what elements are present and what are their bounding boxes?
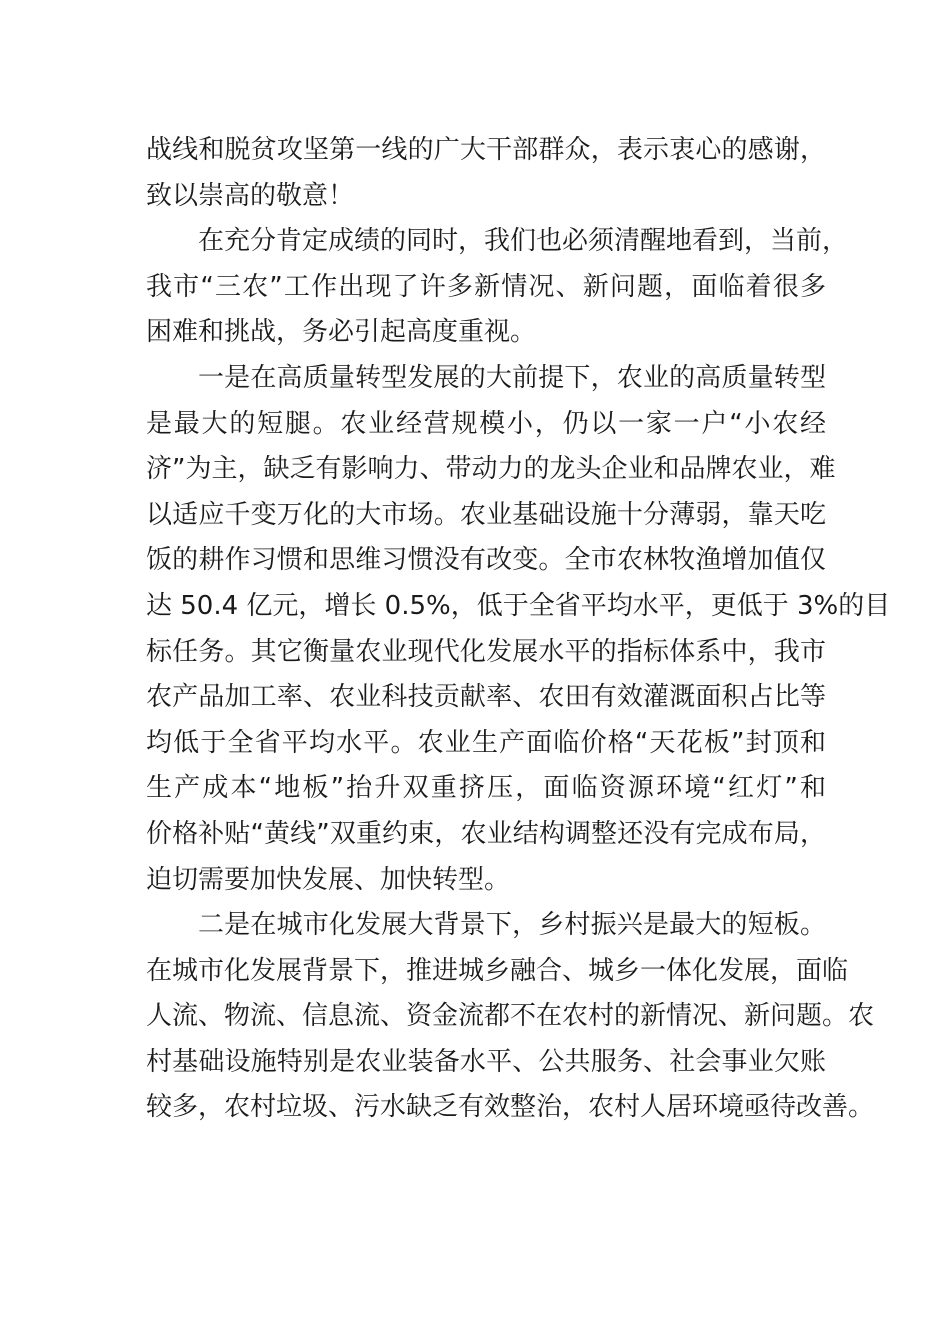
text-line: 达 50.4 亿元，增长 0.5%，低于全省平均水平，更低于 3%的目 [146,590,891,621]
text-line: 战线和脱贫攻坚第一线的广大干部群众，表示衷心的感谢， [146,135,826,165]
text-line: 我市“三农”工作出现了许多新情况、新问题，面临着很多 [146,271,826,302]
text-line: 农产品加工率、农业科技贡献率、农田有效灌溉面积占比等 [146,682,826,713]
paragraph [146,128,826,219]
text-line: 以适应千变万化的大市场。农业基础设施十分薄弱，靠天吃 [146,499,826,530]
text-line: 是最大的短腿。农业经营规模小，仍以一家一户“小农经 [146,408,826,439]
text-line: 价格补贴“黄线”双重约束，农业结构调整还没有完成布局， [146,818,826,849]
text-line: 致以崇高的敬意！ [146,180,355,211]
paragraph [146,903,875,1131]
text-line: 迫切需要加快发展、加快转型。 [146,864,511,895]
text-line: 饭的耕作习惯和思维习惯没有改变。全市农林牧渔增加值仅 [146,545,826,576]
text-line: 济”为主，缺乏有影响力、带动力的龙头企业和品牌农业，难 [146,454,836,485]
text-line: 困难和挑战，务必引起高度重视。 [146,317,537,348]
text-line: 在城市化发展背景下，推进城乡融合、城乡一体化发展，面临 [146,955,849,986]
text-line: 标任务。其它衡量农业现代化发展水平的指标体系中，我市 [146,636,826,667]
text-line: 生产成本“地板”抬升双重挤压，面临资源环境“红灯”和 [146,773,826,804]
text-line: 人流、物流、信息流、资金流都不在农村的新情况、新问题。农 [146,1001,875,1032]
text-line: 二是在城市化发展大背景下，乡村振兴是最大的短板。 [198,910,826,941]
text-line: 均低于全省平均水平。农业生产面临价格“天花板”封顶和 [146,727,826,758]
text-line: 村基础设施特别是农业装备水平、公共服务、社会事业欠账 [146,1046,826,1077]
document-body [146,128,891,1131]
text-line: 一是在高质量转型发展的大前提下，农业的高质量转型 [198,362,826,393]
paragraph [146,219,849,356]
text-line: 较多，农村垃圾、污水缺乏有效整治，农村人居环境亟待改善。 [146,1092,875,1123]
paragraph [146,356,891,903]
text-line: 在充分肯定成绩的同时，我们也必须清醒地看到，当前， [198,226,849,257]
